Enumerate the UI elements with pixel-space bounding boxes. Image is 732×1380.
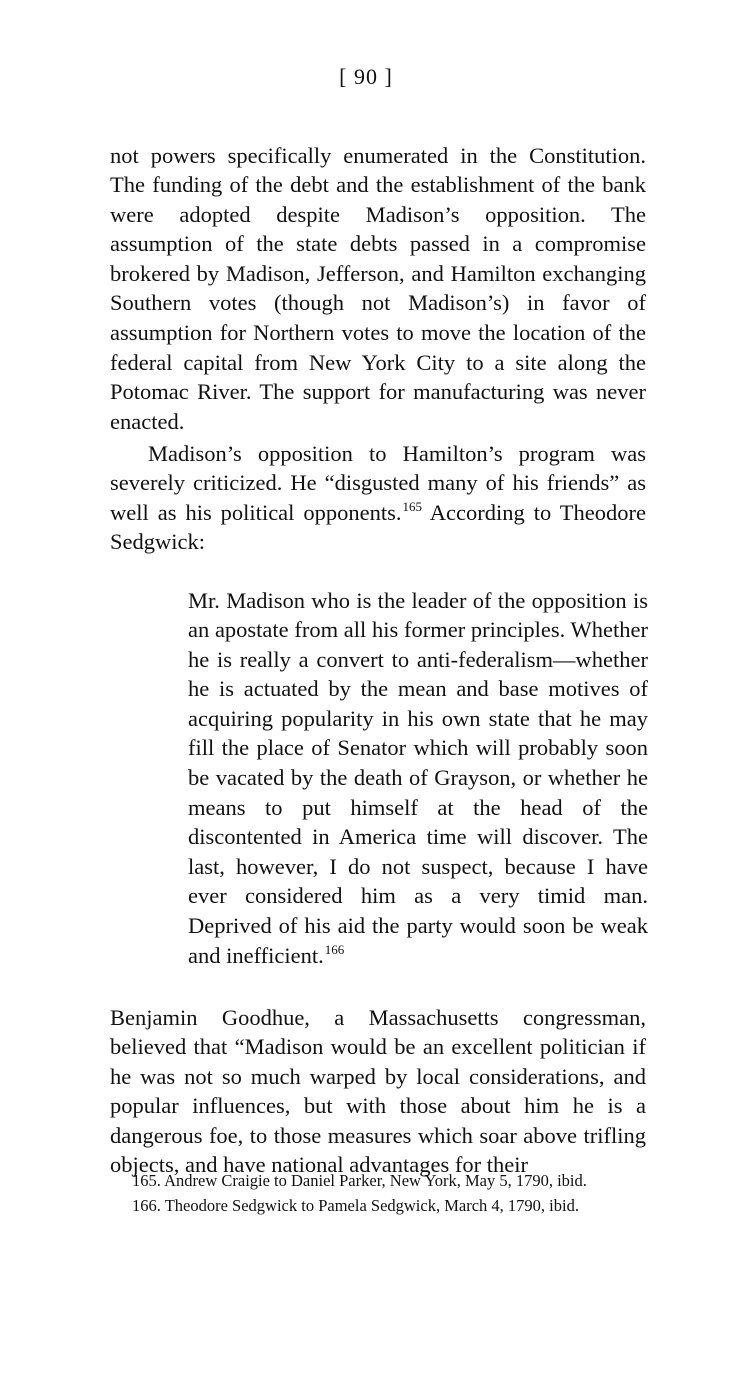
footnote-reference-165: 165 — [402, 498, 423, 514]
footnote-reference-166: 166 — [324, 941, 345, 957]
footnotes-section — [132, 1168, 648, 1218]
body-paragraph-1: not powers specifically enumerated in the Constitution. The funding of the debt and the establishment of the bank were adopted despite Madison’s opposition. The assumption of the state debts passed in a compromise brokered by Madison, Jefferson, and Hamilton exchanging Southern votes (though not Madison’s) in favor of assumption for Northern votes to move the location of the federal capital from New York City to a site along the Potomac River. The support for manufacturing was never enacted. — [110, 142, 646, 434]
footnote-166: 166. Theodore Sedgwick to Pamela Sedgwick, March 4, 1790, ibid. — [132, 1196, 579, 1215]
paragraph-2-text-after-note: According to Theodore Sedgwick: — [110, 499, 646, 555]
block-quote — [188, 586, 648, 971]
page-number: [ 90 ] — [339, 64, 393, 89]
body-paragraph-2 — [110, 439, 646, 557]
body-paragraph-3: Benjamin Goodhue, a Massachusetts congressman, believed that “Madison would be an excellent politician if he was not so much warped by local considerations, and popular influences, but with those about him he is a dangerous foe, to those measures which soar above trifling objects, and have national advantages for their — [110, 1004, 646, 1178]
footnote-165: 165. Andrew Craigie to Daniel Parker, New York, May 5, 1790, ibid. — [132, 1171, 587, 1190]
block-quote-text: Mr. Madison who is the leader of the opposition is an apostate from all his former principles. Whether he is really a convert to anti-federalism—whether he is actuated by the mean and base motives of acquiring popularity in his own state that he may fill the place of Senator which will probably soon be vacated by the death of Grayson, or whether he means to put himself at the head of the discontented in America time will discover. The last, however, I do not suspect, because I have ever considered him as a very timid man. Deprived of his aid the party would soon be weak and inefficient. — [188, 587, 648, 968]
paragraph-2-text-before-note: Madison’s opposition to Hamilton’s program was severely criticized. He “disgusted many of his friends” as well as his political opponents. — [110, 440, 646, 525]
